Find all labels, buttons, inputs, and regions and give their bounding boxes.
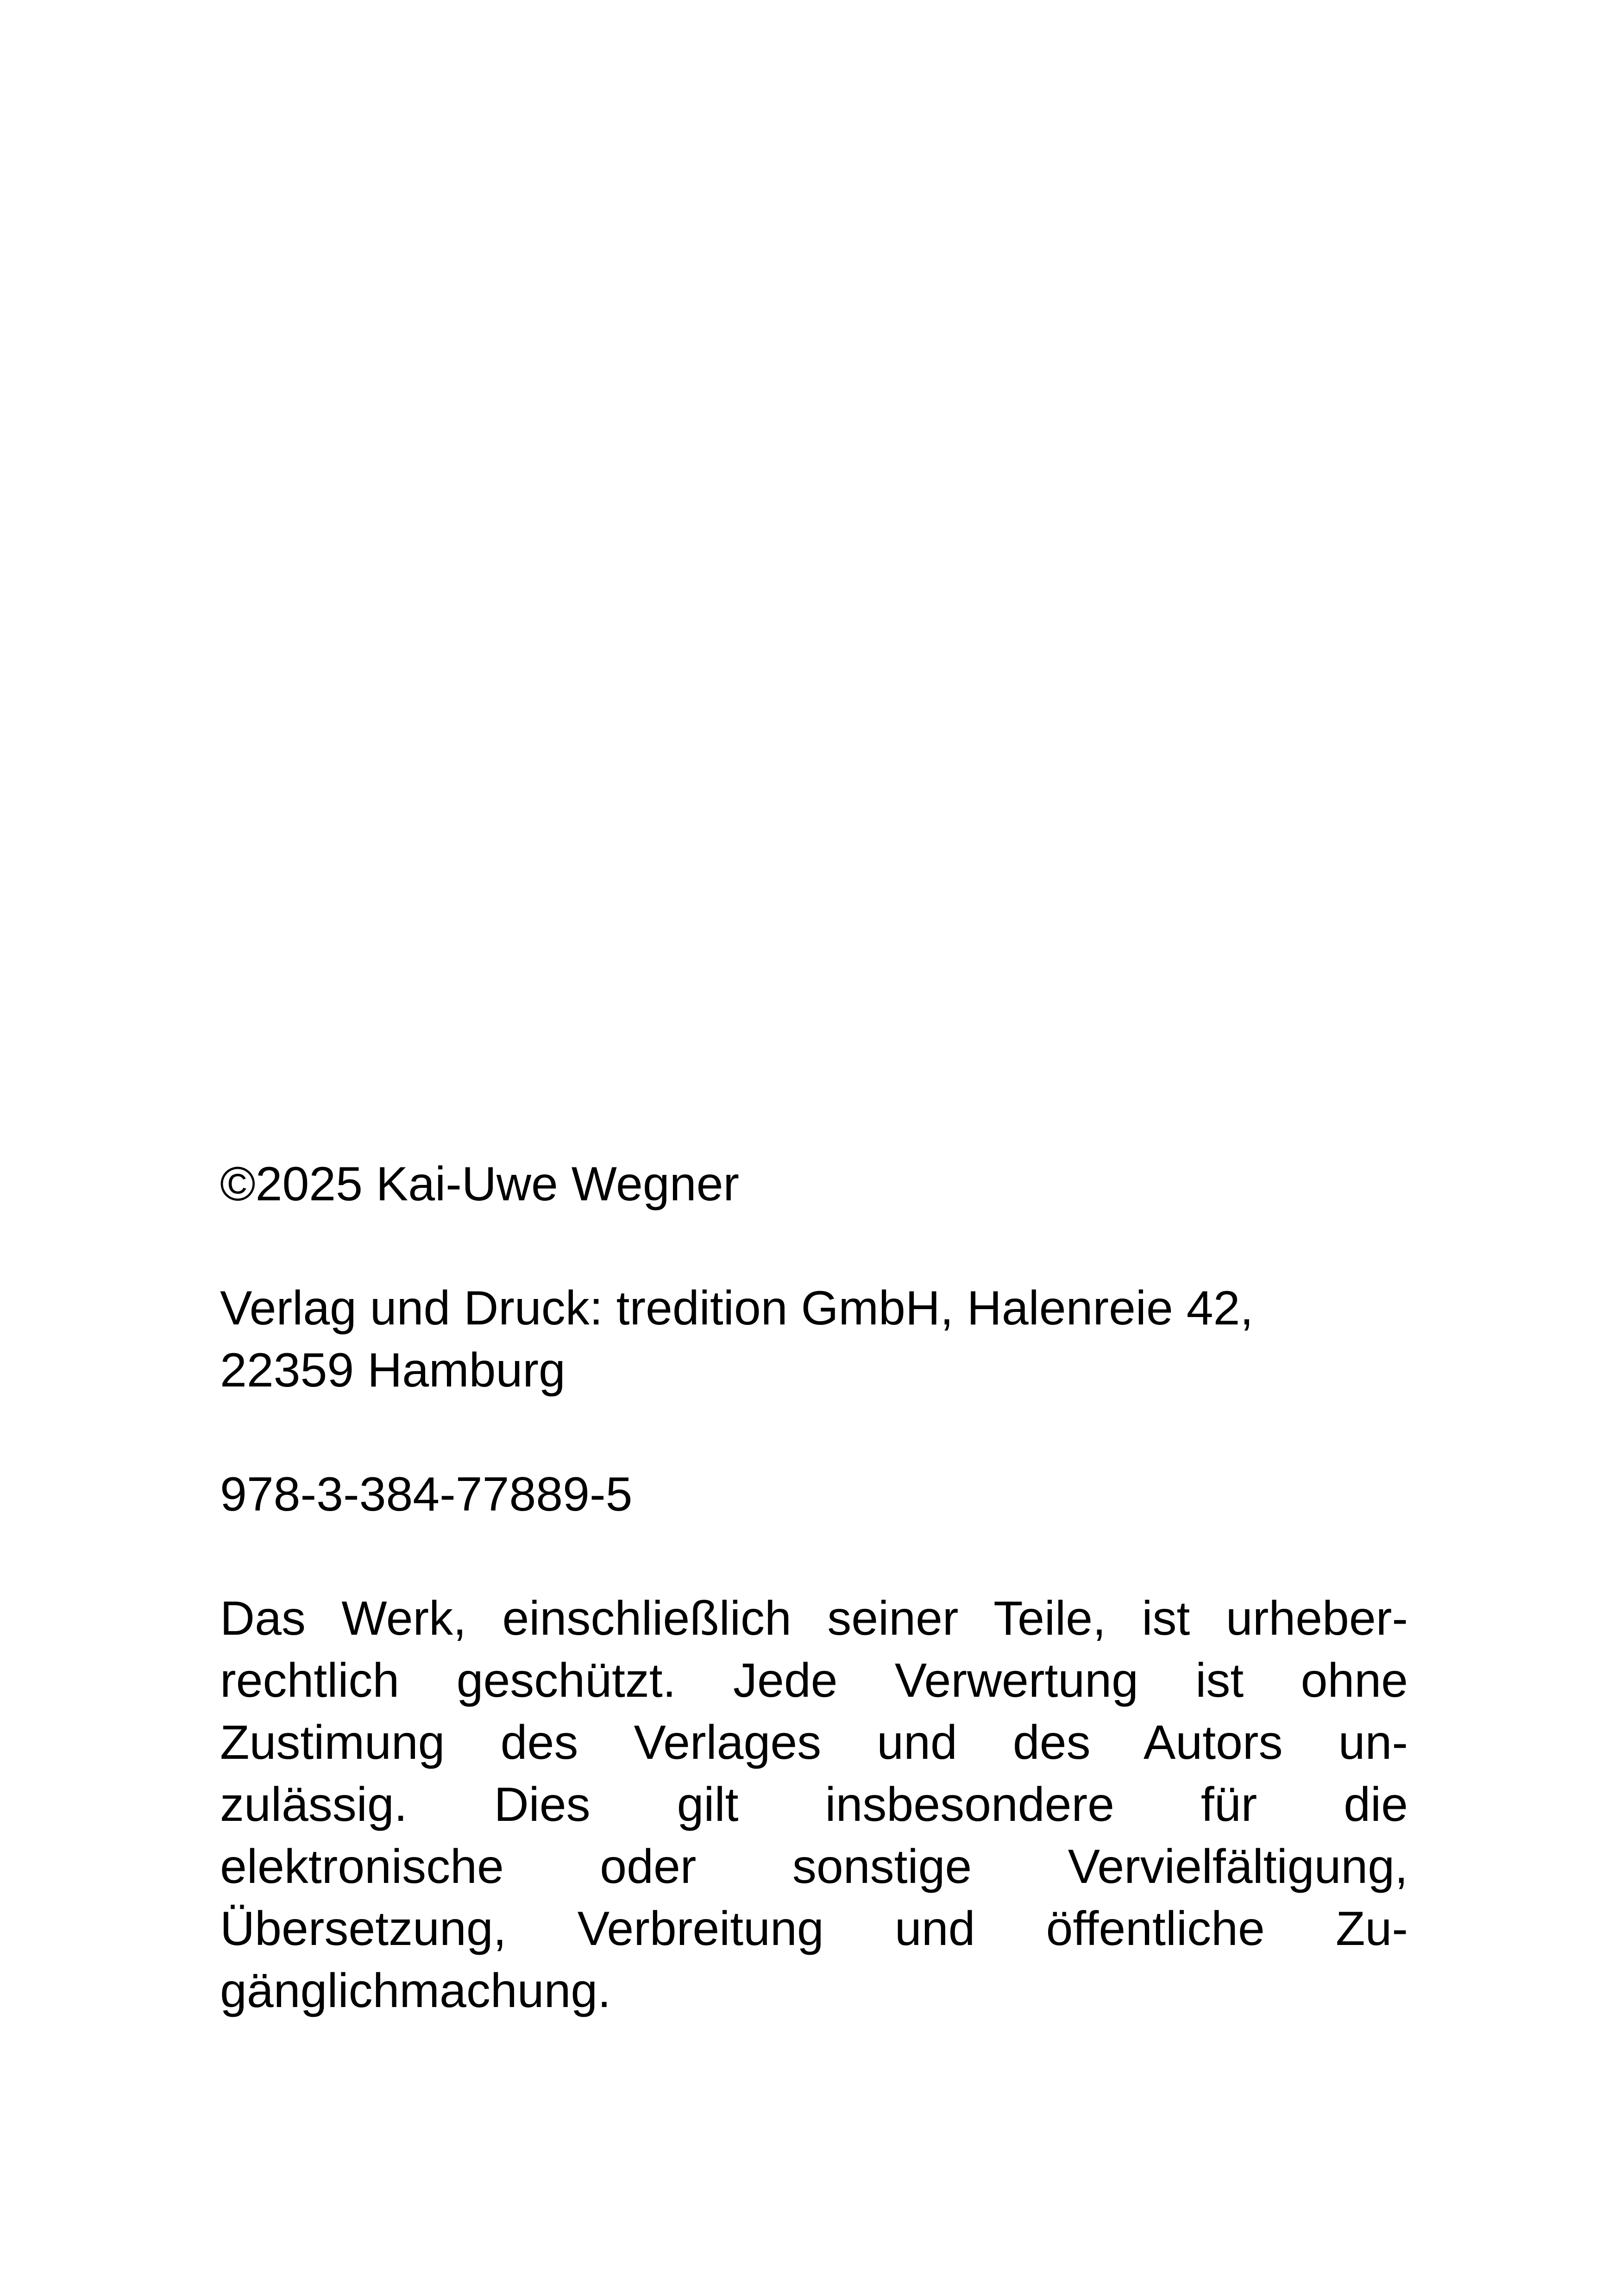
rights-notice-line: gänglichmachung.	[220, 1964, 611, 2018]
publisher-address-line-1: Verlag und Druck: tredition GmbH, Halenreie 42,	[220, 1281, 1254, 1335]
rights-notice-line: Das Werk, einschließlich seiner Teile, ist urheber-	[220, 1592, 1408, 1645]
rights-notice-line: Übersetzung, Verbreitung und öffentliche Zu-	[220, 1902, 1408, 1956]
rights-notice-line: rechtlich geschützt. Jede Verwertung ist ohne	[220, 1654, 1408, 1707]
spacer	[220, 1215, 1408, 1277]
rights-notice-line: zulässig. Dies gilt insbesondere für die	[220, 1778, 1408, 1832]
publisher-address-line-2: 22359 Hamburg	[220, 1343, 565, 1397]
copyright-notice: ©2025 Kai-Uwe Wegner	[220, 1157, 740, 1211]
rights-notice-line: Zustimung des Verlages und des Autors un-	[220, 1716, 1408, 1769]
spacer	[220, 1401, 1408, 1463]
imprint-block	[220, 1153, 1408, 2022]
isbn-number: 978-3-384-77889-5	[220, 1468, 633, 1521]
spacer	[220, 1525, 1408, 1587]
rights-notice-line: elektronische oder sonstige Vervielfältigung,	[220, 1840, 1408, 1894]
rights-notice	[220, 1587, 1408, 2022]
